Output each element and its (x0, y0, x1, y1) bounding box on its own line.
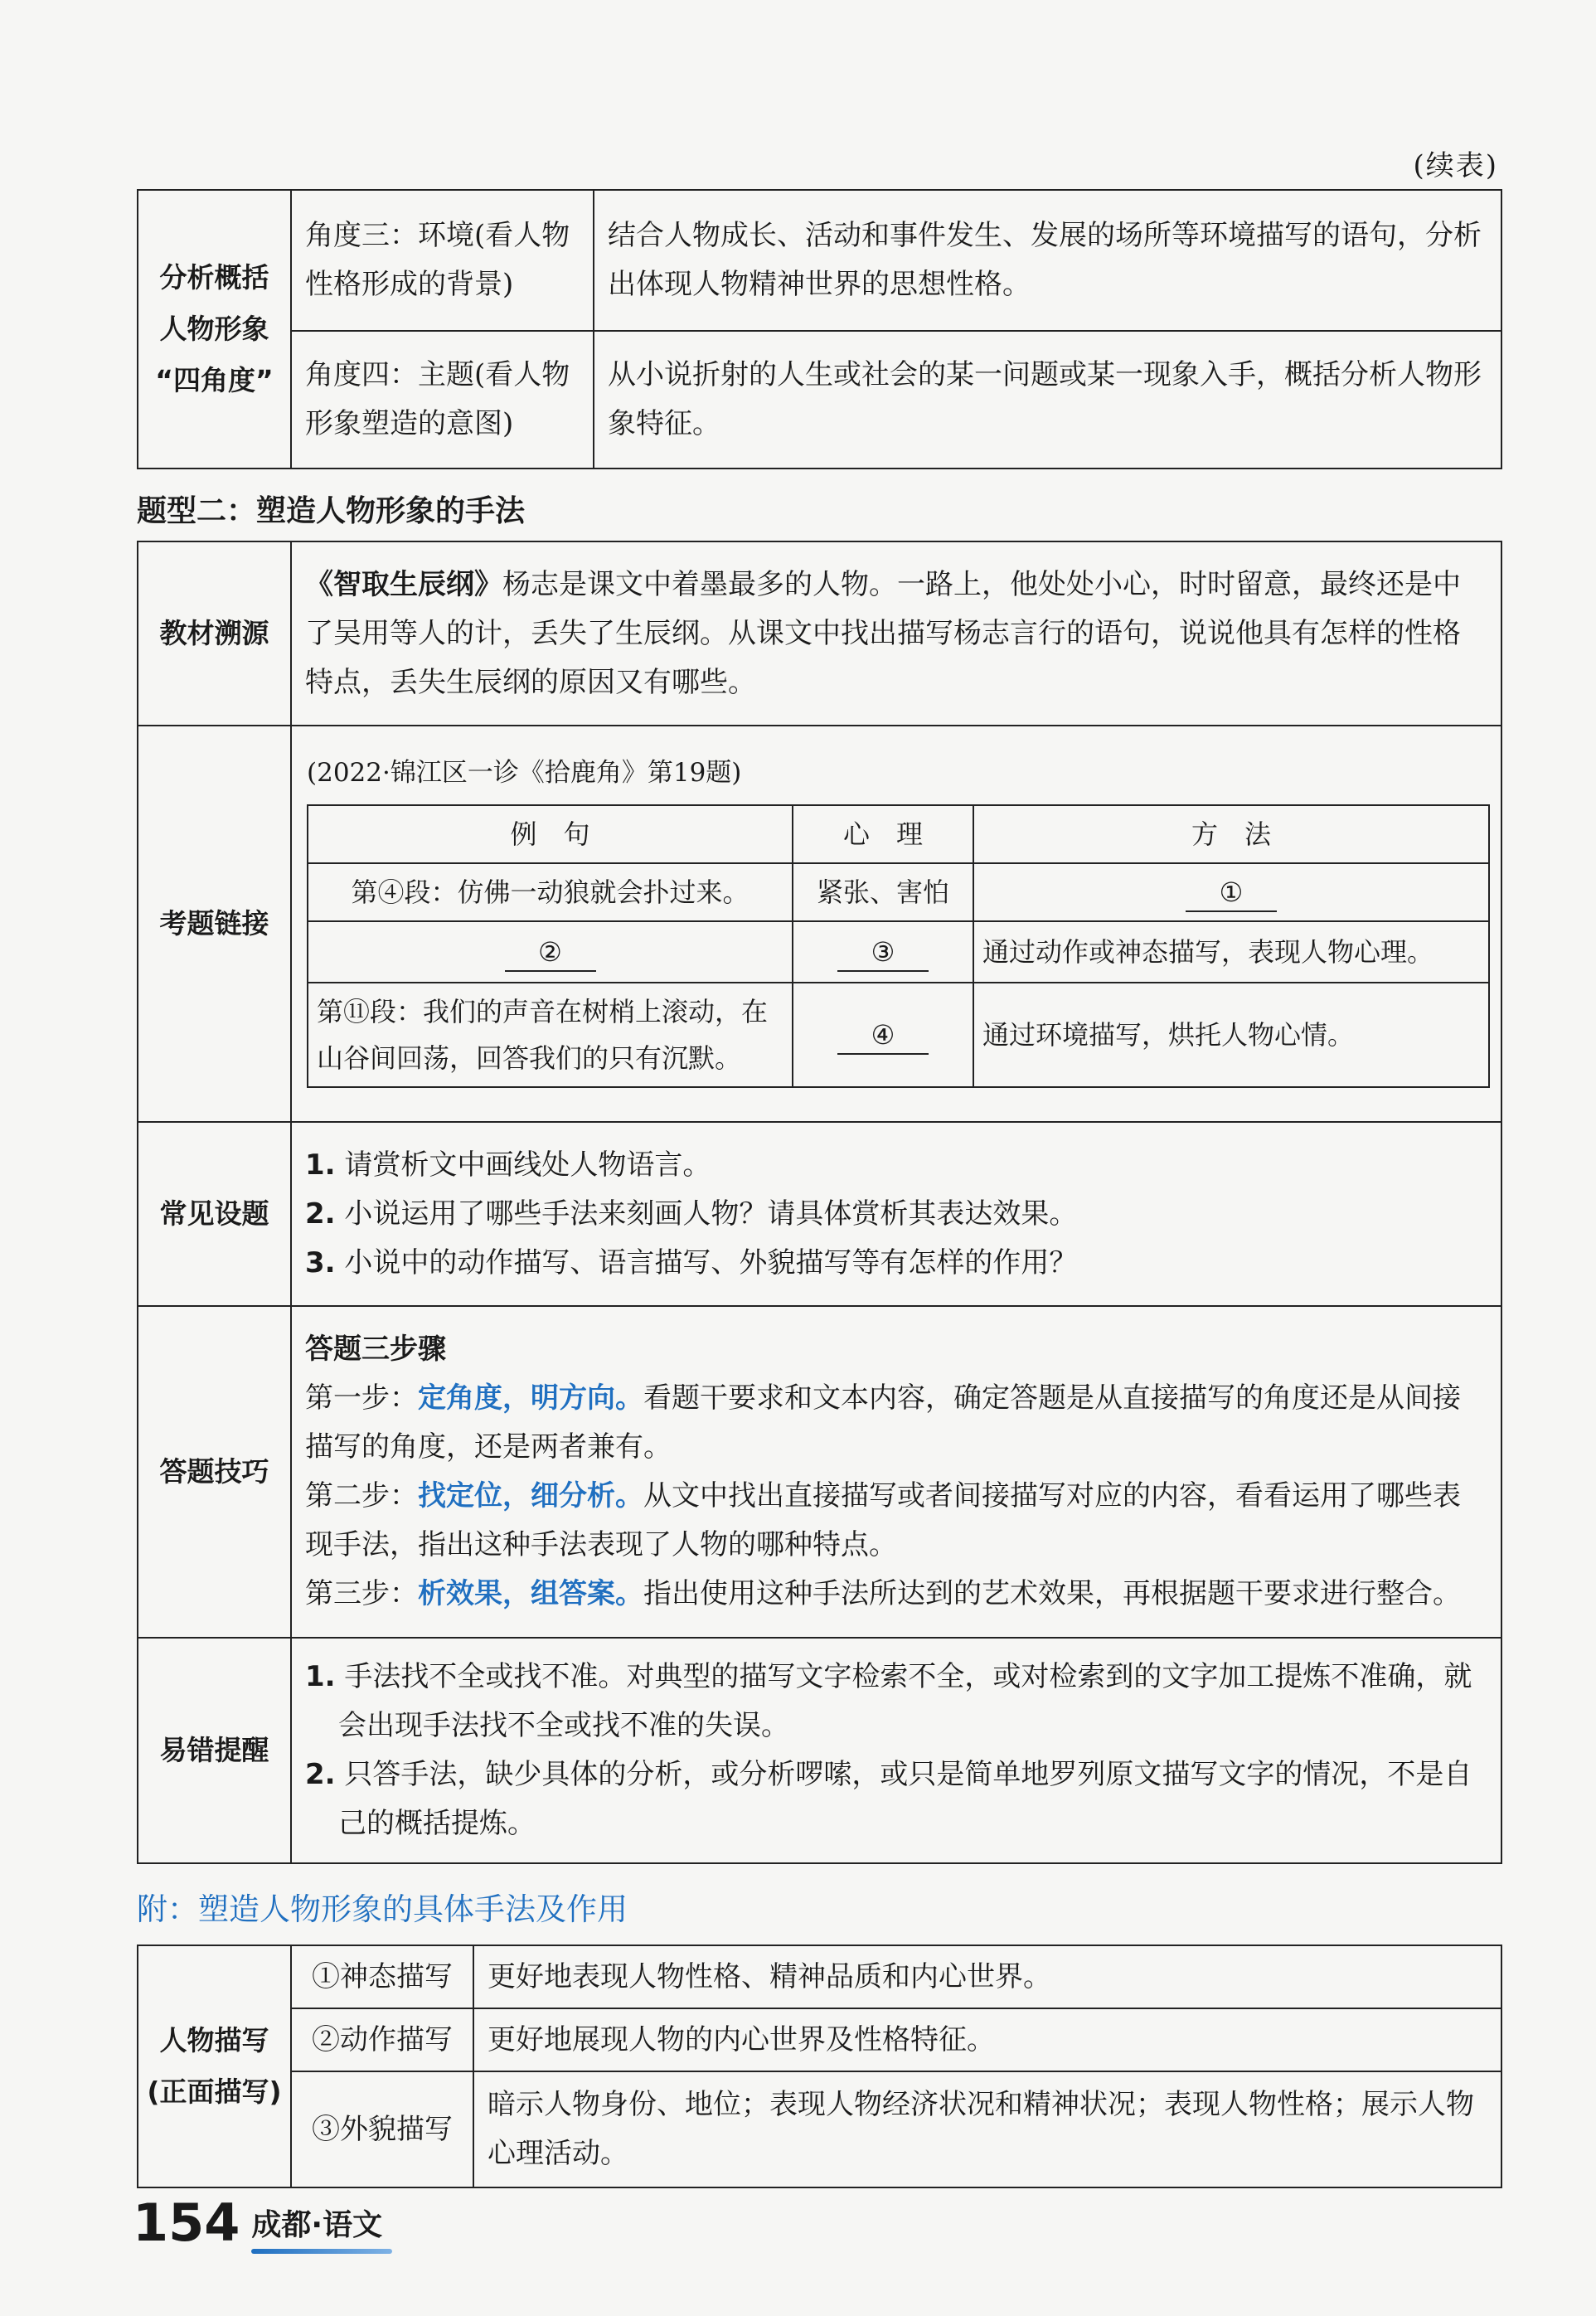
header-example: 例 句 (308, 805, 793, 863)
exam-cell (291, 726, 1501, 1122)
effect-action: 更好地展现人物的内心世界及性格特征。 (473, 2008, 1501, 2071)
angle-3-cell: 角度三：环境(看人物性格形成的背景) (291, 190, 594, 331)
angle-4-desc: 从小说折射的人生或社会的某一问题或某一现象入手，概括分析人物形象特征。 (594, 331, 1501, 469)
continued-label: (续表) (1413, 149, 1498, 182)
blank-2: ② (505, 934, 596, 972)
row1-example: 第④段：仿佛一动狼就会扑过来。 (308, 863, 793, 921)
tips-heading: 答题三步骤 (305, 1333, 446, 1366)
page-number: 154 (133, 2192, 240, 2253)
footer (133, 2192, 383, 2253)
header-mind: 心 理 (793, 805, 973, 863)
angle-3-desc: 结合人物成长、活动和事件发生、发展的场所等环境描写的语句，分析出体现人物精神世界的思想性格。 (594, 190, 1501, 331)
book-title: 《智取生辰纲》 (305, 567, 502, 601)
angles-table (137, 189, 1502, 469)
row3-example: 第⑪段：我们的声音在树梢上滚动，在山谷间回荡，回答我们的只有沉默。 (308, 983, 793, 1087)
exam-label: 考题链接 (138, 726, 291, 1122)
description-category: 人物描写 (正面描写) (138, 1945, 291, 2187)
angle-4-cell: 角度四：主题(看人物形象塑造的意图) (291, 331, 594, 469)
method-expression: ①神态描写 (291, 1945, 473, 2008)
blank-3: ③ (837, 934, 929, 972)
source-text: 《智取生辰纲》杨志是课文中着墨最多的人物。一路上，他处处小心，时时留意，最终还是中了吴用等人的计，丢失了生辰纲。从课文中找出描写杨志言行的语句，说说他具有怎样的性格特点，丢失生辰纲的原因又有哪些。 (291, 541, 1501, 726)
row2-example (308, 921, 793, 983)
row2-mind (793, 921, 973, 983)
blank-1: ① (1186, 874, 1277, 912)
mistakes-cell (291, 1638, 1501, 1863)
blank-4: ④ (837, 1017, 929, 1055)
header-method: 方 法 (973, 805, 1489, 863)
row3-method: 通过环境描写，烘托人物心情。 (973, 983, 1489, 1087)
method-action: ②动作描写 (291, 2008, 473, 2071)
exam-intro: (2022·锦江区一诊《拾鹿角》第19题) (307, 758, 742, 788)
footer-label: 成都·语文 (251, 2202, 382, 2249)
footer-swoosh (251, 2249, 392, 2254)
description-table (137, 1945, 1502, 2188)
row2-method: 通过动作或神态描写，表现人物心理。 (973, 921, 1489, 983)
mistake-item: 2. 只答手法，缺少具体的分析，或分析啰嗦，或只是简单地罗列原文描写文字的情况，不是自己的概括提炼。 (305, 1758, 1472, 1840)
row1-mind: 紧张、害怕 (793, 863, 973, 921)
angles-category: 分析概括 人物形象 “四角度” (138, 190, 291, 469)
common-item: 1. 请赏析文中画线处人物语言。 (305, 1148, 711, 1182)
tips-cell (291, 1306, 1501, 1638)
tips-label: 答题技巧 (138, 1306, 291, 1638)
common-cell (291, 1122, 1501, 1306)
source-label: 教材溯源 (138, 541, 291, 726)
step-3: 第三步：析效果，组答案。指出使用这种手法所达到的艺术效果，再根据题干要求进行整合。 (305, 1577, 1461, 1610)
mistake-item: 1. 手法找不全或找不准。对典型的描写文字检索不全，或对检索到的文字加工提炼不准确，就会出现手法找不全或找不准的失误。 (305, 1660, 1472, 1742)
row1-method (973, 863, 1489, 921)
step-2: 第二步：找定位，细分析。从文中找出直接描写或者间接描写对应的内容，看看运用了哪些表现手法，指出这种手法表现了人物的哪种特点。 (305, 1479, 1461, 1561)
section-title: 题型二：塑造人物形象的手法 (137, 494, 526, 528)
effect-expression: 更好地表现人物性格、精神品质和内心世界。 (473, 1945, 1501, 2008)
row3-mind (793, 983, 973, 1087)
effect-appearance: 暗示人物身份、地位；表现人物经济状况和精神状况；表现人物性格；展示人物心理活动。 (473, 2071, 1501, 2187)
exam-inner-table (307, 804, 1490, 1088)
techniques-table (137, 541, 1502, 1864)
common-item: 3. 小说中的动作描写、语言描写、外貌描写等有怎样的作用？ (305, 1245, 1078, 1279)
common-label: 常见设题 (138, 1122, 291, 1306)
mistakes-label: 易错提醒 (138, 1638, 291, 1863)
method-appearance: ③外貌描写 (291, 2071, 473, 2187)
step-1: 第一步：定角度，明方向。看题干要求和文本内容，确定答题是从直接描写的角度还是从间接描写的角度，还是两者兼有。 (305, 1381, 1461, 1464)
appendix-title: 附：塑造人物形象的具体手法及作用 (137, 1891, 628, 1927)
common-item: 2. 小说运用了哪些手法来刻画人物？请具体赏析其表达效果。 (305, 1197, 1078, 1231)
